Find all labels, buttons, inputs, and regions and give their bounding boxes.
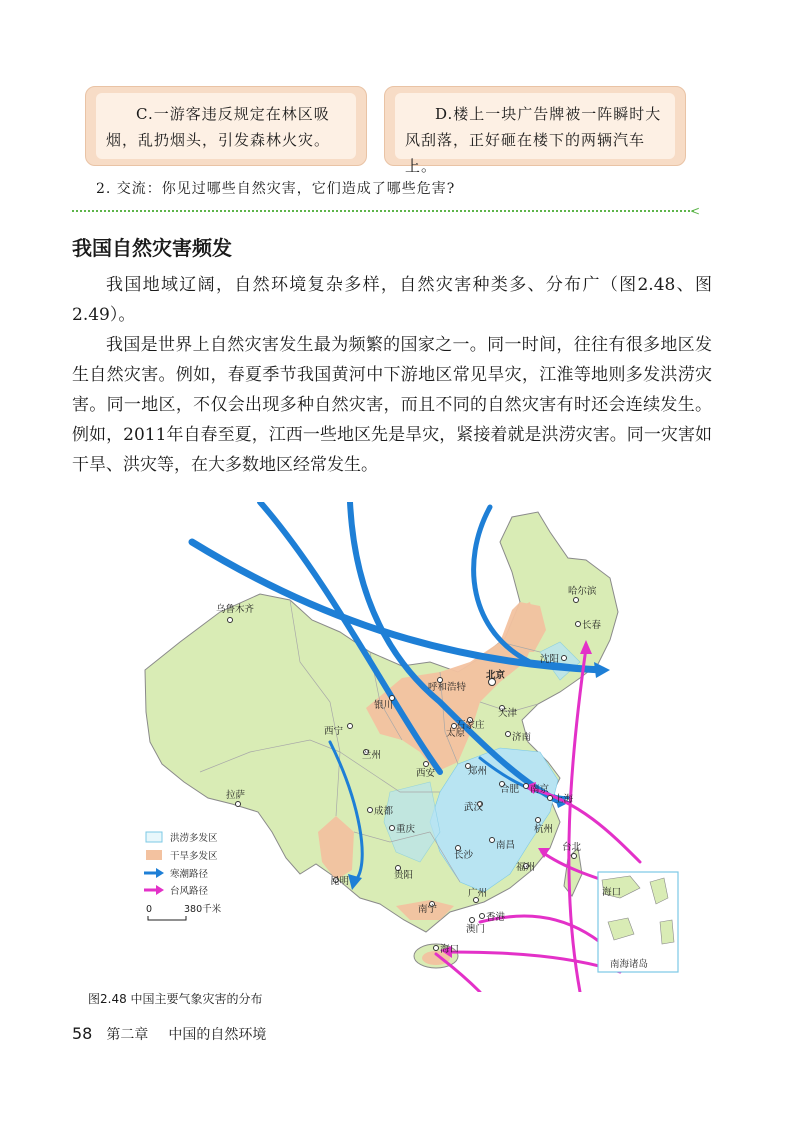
city-haikou: 海口 (440, 944, 460, 955)
city-chengdu: 成都 (374, 806, 394, 817)
paragraph-1: 我国地域辽阔，自然环境复杂多样，自然灾害种类多、分布广（图2.48、图2.49）。 (72, 275, 712, 325)
city-changchun: 长春 (582, 620, 602, 631)
scale-value: 380千米 (184, 904, 222, 915)
city-lhasa: 拉萨 (226, 790, 246, 801)
city-nanjing: 南京 (530, 784, 550, 795)
city-harbin: 哈尔滨 (568, 586, 597, 597)
city-jinan: 济南 (512, 732, 532, 743)
city-guangzhou: 广州 (468, 888, 488, 899)
chevron-left-icon: < (690, 204, 701, 218)
weather-disaster-map (140, 502, 680, 992)
city-zhengzhou: 郑州 (468, 766, 488, 777)
city-guiyang: 贵阳 (394, 870, 414, 881)
chapter-label: 第二章 (106, 1027, 149, 1043)
paragraph-2: 我国是世界上自然灾害发生最为频繁的国家之一。同一时间，往往有很多地区发生自然灾害。例如，春夏季节我国黄河中下游地区常见旱灾，江淮等地则多发洪涝灾害。同一地区，不仅会出现多种自然灾害，而且不同的自然灾害有时还会连续发生。例如，2011年自春至夏，江西一些地区先是旱灾，紧接着就是洪涝灾害。同一灾害如干旱、洪灾等，在大多数地区经常发生。 (72, 335, 712, 475)
option-d-box (384, 86, 686, 175)
city-kunming: 昆明 (330, 876, 350, 887)
city-shenyang: 沈阳 (540, 654, 560, 665)
city-hohhot: 呼和浩特 (428, 682, 467, 693)
city-macao: 澳门 (466, 924, 486, 935)
city-fuzhou: 福州 (516, 862, 536, 873)
legend-flood: 洪涝多发区 (170, 833, 218, 844)
city-beijing: 北京 (486, 670, 506, 681)
city-chongqing: 重庆 (396, 824, 416, 835)
legend-typhoon: 台风路径 (170, 886, 209, 897)
city-hongkong: 香港 (486, 912, 506, 923)
city-hefei: 合肥 (500, 784, 520, 795)
dotted-divider (72, 210, 694, 212)
city-changsha: 长沙 (454, 850, 474, 861)
city-taibei: 台北 (562, 842, 582, 853)
option-d-text: D.楼上一块广告牌被一阵瞬时大风刮落，正好砸在楼下的两辆汽车上。 (395, 93, 675, 159)
city-nanchang: 南昌 (496, 840, 516, 851)
city-yinchuan: 银川 (374, 700, 394, 711)
city-xian: 西安 (416, 768, 436, 779)
page-footer (72, 1024, 266, 1044)
city-shijiazhuang: 石家庄 (456, 720, 485, 731)
scale-zero: 0 (146, 904, 153, 915)
city-urumqi: 乌鲁木齐 (216, 604, 255, 615)
typhoon-path-1 (569, 648, 586, 992)
question-2: 2. 交流：你见过哪些自然灾害，它们造成了哪些危害? (96, 181, 456, 197)
chapter-title: 中国的自然环境 (168, 1027, 267, 1043)
page-number: 58 (72, 1024, 93, 1043)
typhoon-path-6 (436, 954, 480, 992)
city-xining: 西宁 (324, 726, 344, 737)
city-nanning: 南宁 (418, 904, 438, 915)
section-title: 我国自然灾害频发 (72, 236, 232, 260)
city-wuhan: 武汉 (464, 802, 484, 813)
option-c-text: C.一游客违反规定在林区吸烟，乱扔烟头，引发森林火灾。 (96, 93, 356, 159)
typhoon-path-5 (446, 952, 620, 972)
inset-haikou-label: 海口 (602, 887, 622, 898)
figure-caption: 图2.48 中国主要气象灾害的分布 (88, 992, 263, 1006)
map-legend (144, 832, 222, 920)
inset-title: 南海诸岛 (610, 959, 649, 970)
option-c-box (85, 86, 367, 166)
city-taiyuan: 太原 (446, 728, 466, 739)
legend-cold-wave: 寒潮路径 (170, 869, 209, 880)
city-lanzhou: 兰州 (362, 750, 382, 761)
city-shanghai: 上海 (554, 794, 574, 805)
legend-drought: 干旱多发区 (170, 851, 218, 862)
city-tianjin: 天津 (498, 708, 518, 719)
south-china-sea-inset (598, 872, 678, 972)
city-hangzhou: 杭州 (534, 824, 554, 835)
